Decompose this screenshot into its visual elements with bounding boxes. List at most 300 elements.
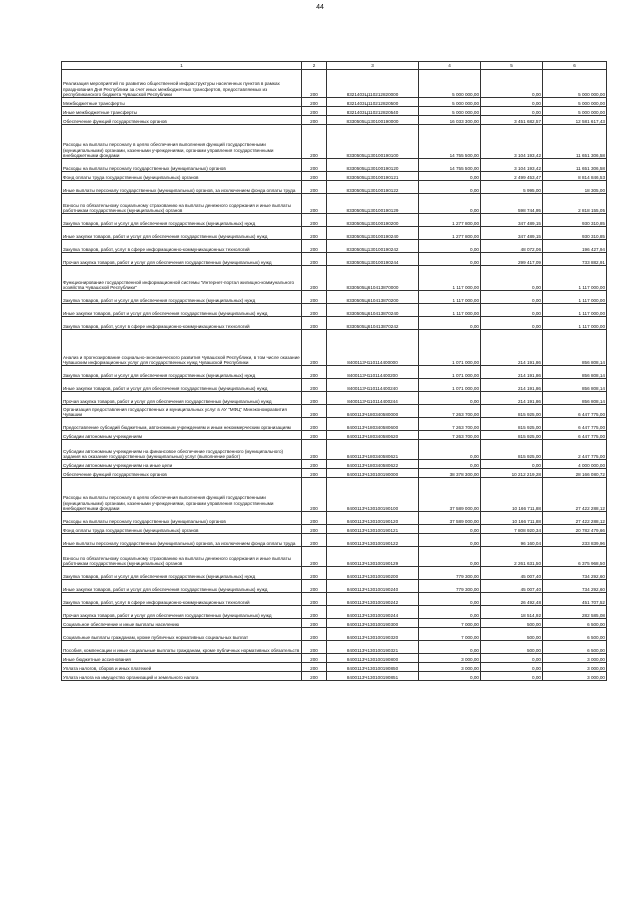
row-approved-amount: 0,00 [419, 534, 481, 547]
row-description: Иные бюджетные ассигнования [62, 654, 302, 663]
row-remaining-amount: 3 000,00 [543, 654, 607, 663]
table-row [62, 431, 607, 440]
row-approved-amount: 1 117 000,00 [419, 304, 481, 317]
column-header: 2 [302, 62, 327, 70]
row-approved-amount: 7 263 700,00 [419, 431, 481, 440]
row-remaining-amount: 5 000 000,00 [543, 70, 607, 98]
row-admin-code: 200 [302, 253, 327, 266]
row-admin-code: 200 [302, 619, 327, 628]
row-description: Анализ и прогнозирование социально-экономического развития Чувашской Республики, в том числе оказание Чувашским информационных услуг для государственных нужд Чувашской Республики [62, 330, 302, 366]
row-approved-amount: 3 000,00 [419, 654, 481, 663]
row-description: Социальное обеспечение и иные выплаты населению [62, 619, 302, 628]
row-classification-code: 8400113Ч130100190120 [327, 512, 419, 525]
row-classification-code: 8400113Ч110114400244 [327, 392, 419, 405]
row-executed-amount: 0,00 [481, 672, 543, 681]
row-description: Взносы по обязательному социальному страхованию на выплаты денежного содержания и иные выплаты работникам государственных (муниципальных) органов [62, 547, 302, 567]
table-row [62, 159, 607, 172]
row-remaining-amount: 8 814 846,53 [543, 172, 607, 181]
row-remaining-amount: 856 808,14 [543, 330, 607, 366]
row-remaining-amount: 1 117 000,00 [543, 266, 607, 291]
row-description: Прочая закупка товаров, работ и услуг для обеспечения государственных (муниципальных) нужд [62, 392, 302, 405]
row-executed-amount: 10 212 219,28 [481, 469, 543, 478]
row-admin-code: 200 [302, 405, 327, 418]
row-description: Иные закупки товаров, работ и услуг для обеспечения государственных (муниципальных) нужд [62, 580, 302, 593]
budget-table [61, 61, 607, 681]
column-header: 1 [62, 62, 302, 70]
row-admin-code: 200 [302, 654, 327, 663]
table-row [62, 405, 607, 418]
row-approved-amount: 0,00 [419, 525, 481, 534]
table-row [62, 240, 607, 253]
row-admin-code: 200 [302, 116, 327, 125]
row-approved-amount: 0,00 [419, 440, 481, 460]
row-description: Иные закупки товаров, работ и услуг для обеспечения государственных (муниципальных) нужд [62, 227, 302, 240]
row-remaining-amount: 2 447 775,00 [543, 440, 607, 460]
row-executed-amount: 347 489,15 [481, 214, 543, 227]
table-row [62, 116, 607, 125]
row-approved-amount: 0,00 [419, 392, 481, 405]
row-executed-amount: 0,00 [481, 266, 543, 291]
row-remaining-amount: 856 808,14 [543, 379, 607, 392]
row-description: Иные межбюджетные трансферты [62, 107, 302, 116]
table-row [62, 534, 607, 547]
row-description: Закупка товаров, работ и услуг для обеспечения государственных (муниципальных) нужд [62, 567, 302, 580]
row-description: Организация предоставления государственных и муниципальных услуг в АУ "МФЦ" Минэкономразвития Чувашии [62, 405, 302, 418]
row-remaining-amount: 6 500,00 [543, 619, 607, 628]
row-remaining-amount: 6 447 775,00 [543, 405, 607, 418]
row-approved-amount: 0,00 [419, 547, 481, 567]
row-description: Предоставление субсидий бюджетным, автономным учреждениям и иным некоммерческим организациям [62, 418, 302, 431]
row-remaining-amount: 856 808,14 [543, 366, 607, 379]
table-row [62, 567, 607, 580]
row-admin-code: 200 [302, 291, 327, 304]
row-classification-code: 8400113Ч180340580600 [327, 418, 419, 431]
row-remaining-amount: 2 818 155,05 [543, 194, 607, 214]
row-approved-amount: 1 277 800,00 [419, 214, 481, 227]
row-classification-code: 8330505Ц610413870200 [327, 291, 419, 304]
row-classification-code: 8321403Ц110212820000 [327, 70, 419, 98]
row-admin-code: 200 [302, 70, 327, 98]
row-executed-amount: 2 261 631,50 [481, 547, 543, 567]
row-classification-code: 8400113Ч110114400000 [327, 330, 419, 366]
row-classification-code: 8400113Ч130100190850 [327, 663, 419, 672]
row-description: Иные выплаты персоналу государственных (муниципальных) органов, за исключением фонда оплаты труда [62, 181, 302, 194]
table-row [62, 654, 607, 663]
row-admin-code: 200 [302, 567, 327, 580]
row-approved-amount: 0,00 [419, 194, 481, 214]
row-admin-code: 200 [302, 214, 327, 227]
row-approved-amount: 0,00 [419, 240, 481, 253]
row-approved-amount: 0,00 [419, 172, 481, 181]
table-row [62, 181, 607, 194]
row-admin-code: 200 [302, 125, 327, 159]
row-executed-amount: 347 489,15 [481, 227, 543, 240]
row-description: Субсидии автономным учреждениям на финансовое обеспечение государственного (муниципального) задания на оказание государственных (муниципальных) услуг (выполнение работ) [62, 440, 302, 460]
row-executed-amount: 45 007,40 [481, 567, 543, 580]
row-remaining-amount: 6 500,00 [543, 641, 607, 654]
row-remaining-amount: 20 782 479,66 [543, 525, 607, 534]
row-classification-code: 8400113Ч130100190122 [327, 534, 419, 547]
row-remaining-amount: 3 000,00 [543, 672, 607, 681]
table-row [62, 641, 607, 654]
row-executed-amount: 0,00 [481, 70, 543, 98]
row-executed-amount: 214 191,86 [481, 379, 543, 392]
table-row [62, 70, 607, 98]
row-admin-code: 200 [302, 469, 327, 478]
row-executed-amount: 0,00 [481, 460, 543, 469]
page-number: 44 [316, 4, 324, 11]
column-header: 5 [481, 62, 543, 70]
row-executed-amount: 500,00 [481, 628, 543, 641]
table-row [62, 580, 607, 593]
table-row [62, 593, 607, 606]
table-row [62, 214, 607, 227]
row-executed-amount: 815 925,00 [481, 418, 543, 431]
row-classification-code: 8400113Ч180340580622 [327, 460, 419, 469]
row-remaining-amount: 27 422 288,12 [543, 512, 607, 525]
table-row [62, 418, 607, 431]
row-classification-code: 8400113Ч130100190320 [327, 628, 419, 641]
row-remaining-amount: 6 447 775,00 [543, 431, 607, 440]
row-admin-code: 200 [302, 672, 327, 681]
row-executed-amount: 48 072,06 [481, 240, 543, 253]
row-admin-code: 200 [302, 606, 327, 619]
row-remaining-amount: 6 500,00 [543, 628, 607, 641]
row-approved-amount: 5 000 000,00 [419, 98, 481, 107]
row-remaining-amount: 5 000 000,00 [543, 107, 607, 116]
row-classification-code: 8330505Ц610413870240 [327, 304, 419, 317]
row-admin-code: 200 [302, 172, 327, 181]
row-admin-code: 200 [302, 663, 327, 672]
row-approved-amount: 16 033 300,00 [419, 116, 481, 125]
table-row [62, 172, 607, 181]
row-description: Иные закупки товаров, работ и услуг для обеспечения государственных (муниципальных) нужд [62, 304, 302, 317]
table-row [62, 266, 607, 291]
row-remaining-amount: 856 808,14 [543, 392, 607, 405]
row-executed-amount: 0,00 [481, 304, 543, 317]
row-description: Расходы на выплаты персоналу в целях обеспечения выполнения функций государственными (муниципальными) органами, казенными учреждениями, органами управления государственными внебюджетными фондами [62, 478, 302, 512]
row-description: Расходы на выплаты персоналу государственных (муниципальных) органов [62, 512, 302, 525]
row-classification-code: 8400113Ч110114400240 [327, 379, 419, 392]
row-executed-amount: 815 925,00 [481, 405, 543, 418]
row-classification-code: 8400113Ч130100190240 [327, 580, 419, 593]
row-approved-amount: 1 071 000,00 [419, 379, 481, 392]
row-classification-code: 8400113Ч130100190242 [327, 593, 419, 606]
row-description: Субсидии автономным учреждениям на иные цели [62, 460, 302, 469]
table-row [62, 478, 607, 512]
row-classification-code: 8330505Ц130100190120 [327, 159, 419, 172]
row-approved-amount: 7 263 700,00 [419, 405, 481, 418]
row-executed-amount: 7 808 920,34 [481, 525, 543, 534]
row-executed-amount: 10 166 711,88 [481, 478, 543, 512]
row-classification-code: 8400113Ч130100190851 [327, 672, 419, 681]
row-approved-amount: 3 000,00 [419, 663, 481, 672]
row-remaining-amount: 3 000,00 [543, 663, 607, 672]
row-executed-amount: 0,00 [481, 654, 543, 663]
row-executed-amount: 18 514,92 [481, 606, 543, 619]
table-row [62, 125, 607, 159]
row-approved-amount: 14 755 500,00 [419, 125, 481, 159]
row-classification-code: 8400113Ч130100190244 [327, 606, 419, 619]
row-admin-code: 200 [302, 460, 327, 469]
row-classification-code: 8321403Ц110212820500 [327, 98, 419, 107]
row-description: Субсидии автономным учреждениям [62, 431, 302, 440]
table-body [62, 70, 607, 681]
row-admin-code: 200 [302, 512, 327, 525]
row-approved-amount: 5 000 000,00 [419, 107, 481, 116]
row-admin-code: 200 [302, 194, 327, 214]
table-row [62, 107, 607, 116]
row-classification-code: 8400113Ч130100190000 [327, 469, 419, 478]
row-executed-amount: 10 166 711,88 [481, 512, 543, 525]
row-approved-amount: 1 117 000,00 [419, 266, 481, 291]
row-admin-code: 200 [302, 98, 327, 107]
row-description: Иные выплаты персоналу государственных (муниципальных) органов, за исключением фонда оплаты труда [62, 534, 302, 547]
table-row [62, 253, 607, 266]
table-row [62, 98, 607, 107]
row-approved-amount: 1 071 000,00 [419, 330, 481, 366]
row-admin-code: 200 [302, 392, 327, 405]
row-classification-code: 8400113Ч130100190800 [327, 654, 419, 663]
row-approved-amount: 37 589 000,00 [419, 512, 481, 525]
row-approved-amount: 1 071 000,00 [419, 366, 481, 379]
row-classification-code: 8330505Ц130100190100 [327, 125, 419, 159]
table-row [62, 628, 607, 641]
row-approved-amount: 0,00 [419, 181, 481, 194]
row-approved-amount: 0,00 [419, 672, 481, 681]
row-description: Закупка товаров, работ, услуг в сфере информационно-коммуникационных технологий [62, 240, 302, 253]
row-description: Пособия, компенсации и иные социальные выплаты гражданам, кроме публичных нормативных обязательств [62, 641, 302, 654]
row-remaining-amount: 282 585,08 [543, 606, 607, 619]
row-description: Закупка товаров, работ, услуг в сфере информационно-коммуникационных технологий [62, 593, 302, 606]
row-remaining-amount: 733 882,91 [543, 253, 607, 266]
row-approved-amount: 0,00 [419, 641, 481, 654]
row-approved-amount: 37 589 000,00 [419, 478, 481, 512]
row-executed-amount: 500,00 [481, 641, 543, 654]
row-executed-amount: 96 160,04 [481, 534, 543, 547]
row-executed-amount: 0,00 [481, 663, 543, 672]
row-admin-code: 200 [302, 159, 327, 172]
row-classification-code: 8400113Ч130100190200 [327, 567, 419, 580]
table-row [62, 547, 607, 567]
row-classification-code: 8400113Ч110114400200 [327, 366, 419, 379]
table-row [62, 227, 607, 240]
row-classification-code: 8400113Ч180340580620 [327, 431, 419, 440]
row-admin-code: 200 [302, 240, 327, 253]
row-description: Прочая закупка товаров, работ и услуг для обеспечения государственных (муниципальных) нужд [62, 606, 302, 619]
row-description: Взносы по обязательному социальному страхованию на выплаты денежного содержания и иные выплаты работникам государственных (муниципальных) органов [62, 194, 302, 214]
table-row [62, 330, 607, 366]
row-classification-code: 8330505Ц130100190244 [327, 253, 419, 266]
row-executed-amount: 3 104 193,42 [481, 125, 543, 159]
row-description: Закупка товаров, работ и услуг для обеспечения государственных (муниципальных) нужд [62, 366, 302, 379]
row-approved-amount: 7 000,00 [419, 628, 481, 641]
row-description: Прочая закупка товаров, работ и услуг для обеспечения государственных (муниципальных) нужд [62, 253, 302, 266]
table-row [62, 460, 607, 469]
row-approved-amount: 7 263 700,00 [419, 418, 481, 431]
row-remaining-amount: 4 000 000,00 [543, 460, 607, 469]
column-header: 6 [543, 62, 607, 70]
row-description: Социальные выплаты гражданам, кроме публичных нормативных социальных выплат [62, 628, 302, 641]
row-description: Закупка товаров, работ и услуг для обеспечения государственных (муниципальных) нужд [62, 214, 302, 227]
row-executed-amount: 5 995,00 [481, 181, 543, 194]
row-remaining-amount: 1 117 000,00 [543, 317, 607, 330]
row-approved-amount: 7 000,00 [419, 619, 481, 628]
row-executed-amount: 26 492,48 [481, 593, 543, 606]
row-approved-amount: 14 755 500,00 [419, 159, 481, 172]
row-admin-code: 200 [302, 379, 327, 392]
row-remaining-amount: 6 375 968,50 [543, 547, 607, 567]
row-admin-code: 200 [302, 534, 327, 547]
row-remaining-amount: 6 447 775,00 [543, 418, 607, 431]
row-remaining-amount: 930 310,85 [543, 227, 607, 240]
row-remaining-amount: 196 427,94 [543, 240, 607, 253]
row-description: Уплата налога на имущество организаций и земельного налога [62, 672, 302, 681]
row-executed-amount: 0,00 [481, 98, 543, 107]
row-description: Закупка товаров, работ и услуг для обеспечения государственных (муниципальных) нужд [62, 291, 302, 304]
row-executed-amount: 815 925,00 [481, 440, 543, 460]
row-classification-code: 8330505Ц130100190129 [327, 194, 419, 214]
row-approved-amount: 1 117 000,00 [419, 291, 481, 304]
row-approved-amount: 1 277 800,00 [419, 227, 481, 240]
row-admin-code: 200 [302, 440, 327, 460]
row-approved-amount: 0,00 [419, 460, 481, 469]
row-classification-code: 8400113Ч180340580000 [327, 405, 419, 418]
row-admin-code: 200 [302, 181, 327, 194]
row-admin-code: 200 [302, 478, 327, 512]
table-row [62, 304, 607, 317]
row-approved-amount: 779 300,00 [419, 580, 481, 593]
row-approved-amount: 0,00 [419, 317, 481, 330]
row-classification-code: 8330505Ц130100190121 [327, 172, 419, 181]
row-executed-amount: 214 191,86 [481, 330, 543, 366]
table-row [62, 392, 607, 405]
row-executed-amount: 500,00 [481, 619, 543, 628]
row-executed-amount: 0,00 [481, 317, 543, 330]
table-row [62, 440, 607, 460]
row-classification-code: 8330505Ц130100190122 [327, 181, 419, 194]
row-remaining-amount: 5 000 000,00 [543, 98, 607, 107]
row-executed-amount: 214 191,86 [481, 392, 543, 405]
row-classification-code: 8330505Ц130100190200 [327, 214, 419, 227]
table-row [62, 194, 607, 214]
row-remaining-amount: 1 117 000,00 [543, 304, 607, 317]
table-row [62, 619, 607, 628]
row-admin-code: 200 [302, 525, 327, 534]
row-remaining-amount: 1 117 000,00 [543, 291, 607, 304]
row-classification-code: 8330505Ц130100190242 [327, 240, 419, 253]
row-admin-code: 200 [302, 641, 327, 654]
row-remaining-amount: 233 839,96 [543, 534, 607, 547]
row-remaining-amount: 27 422 288,12 [543, 478, 607, 512]
row-admin-code: 200 [302, 330, 327, 366]
row-remaining-amount: 930 310,85 [543, 214, 607, 227]
row-executed-amount: 299 417,09 [481, 253, 543, 266]
row-description: Фонд оплаты труда государственных (муниципальных) органов [62, 525, 302, 534]
row-description: Уплата налогов, сборов и иных платежей [62, 663, 302, 672]
row-admin-code: 200 [302, 431, 327, 440]
row-classification-code: 8330505Ц610413870000 [327, 266, 419, 291]
row-executed-amount: 45 007,40 [481, 580, 543, 593]
row-executed-amount: 3 104 193,42 [481, 159, 543, 172]
column-header: 3 [327, 62, 419, 70]
row-admin-code: 200 [302, 547, 327, 567]
row-approved-amount: 5 000 000,00 [419, 70, 481, 98]
row-classification-code: 8330505Ц130100190240 [327, 227, 419, 240]
row-classification-code: 8330505Ц610413870242 [327, 317, 419, 330]
row-description: Функционирование государственной информационной системы "Интернет-портал жилищно-коммунального хозяйства Чувашской Республики" [62, 266, 302, 291]
table-header-row [62, 62, 607, 70]
row-description: Фонд оплаты труда государственных (муниципальных) органов [62, 172, 302, 181]
table-row [62, 379, 607, 392]
row-remaining-amount: 734 292,60 [543, 567, 607, 580]
row-description: Закупка товаров, работ, услуг в сфере информационно-коммуникационных технологий [62, 317, 302, 330]
row-remaining-amount: 18 305,00 [543, 181, 607, 194]
row-admin-code: 200 [302, 418, 327, 431]
row-classification-code: 8400113Ч130100190321 [327, 641, 419, 654]
column-header: 4 [419, 62, 481, 70]
row-remaining-amount: 451 707,52 [543, 593, 607, 606]
table-row [62, 469, 607, 478]
row-approved-amount: 0,00 [419, 253, 481, 266]
row-description: Обеспечение функций государственных органов [62, 116, 302, 125]
row-admin-code: 200 [302, 628, 327, 641]
table-row [62, 606, 607, 619]
row-approved-amount: 779 300,00 [419, 567, 481, 580]
table-row [62, 366, 607, 379]
row-classification-code: 8400113Ч130100190100 [327, 478, 419, 512]
row-admin-code: 200 [302, 107, 327, 116]
row-remaining-amount: 734 292,60 [543, 580, 607, 593]
row-admin-code: 200 [302, 304, 327, 317]
row-remaining-amount: 11 651 306,58 [543, 125, 607, 159]
row-description: Обеспечение функций государственных органов [62, 469, 302, 478]
row-approved-amount: 0,00 [419, 606, 481, 619]
table-row [62, 663, 607, 672]
row-remaining-amount: 12 581 617,43 [543, 116, 607, 125]
row-executed-amount: 2 499 453,47 [481, 172, 543, 181]
row-executed-amount: 815 925,00 [481, 431, 543, 440]
row-description: Расходы на выплаты персоналу в целях обеспечения выполнения функций государственными (муниципальными) органами, казенными учреждениями, органами управления государственными внебюджетными фондами [62, 125, 302, 159]
row-executed-amount: 3 451 682,57 [481, 116, 543, 125]
row-executed-amount: 214 191,86 [481, 366, 543, 379]
row-executed-amount: 598 744,95 [481, 194, 543, 214]
row-approved-amount: 0,00 [419, 593, 481, 606]
row-admin-code: 200 [302, 366, 327, 379]
row-classification-code: 8400113Ч130100190129 [327, 547, 419, 567]
row-admin-code: 200 [302, 317, 327, 330]
row-description: Межбюджетные трансферты [62, 98, 302, 107]
row-classification-code: 8400113Ч180340580621 [327, 440, 419, 460]
row-description: Расходы на выплаты персоналу государственных (муниципальных) органов [62, 159, 302, 172]
row-classification-code: 8400113Ч130100190300 [327, 619, 419, 628]
row-approved-amount: 38 378 300,00 [419, 469, 481, 478]
table-row [62, 525, 607, 534]
row-admin-code: 200 [302, 227, 327, 240]
row-remaining-amount: 28 166 080,72 [543, 469, 607, 478]
table-row [62, 512, 607, 525]
table-row [62, 291, 607, 304]
row-admin-code: 200 [302, 593, 327, 606]
row-classification-code: 8321403Ц110212820540 [327, 107, 419, 116]
table-row [62, 672, 607, 681]
row-admin-code: 200 [302, 580, 327, 593]
row-executed-amount: 0,00 [481, 107, 543, 116]
row-executed-amount: 0,00 [481, 291, 543, 304]
row-remaining-amount: 11 651 306,58 [543, 159, 607, 172]
table-row [62, 317, 607, 330]
row-description: Реализация мероприятий по развитию общественной инфраструктуры населенных пунктов в рамках празднования Дня Республики за счет иных межбюджетных трансфертов, предоставляемых из республиканского бюджета Чувашской Республики [62, 70, 302, 98]
